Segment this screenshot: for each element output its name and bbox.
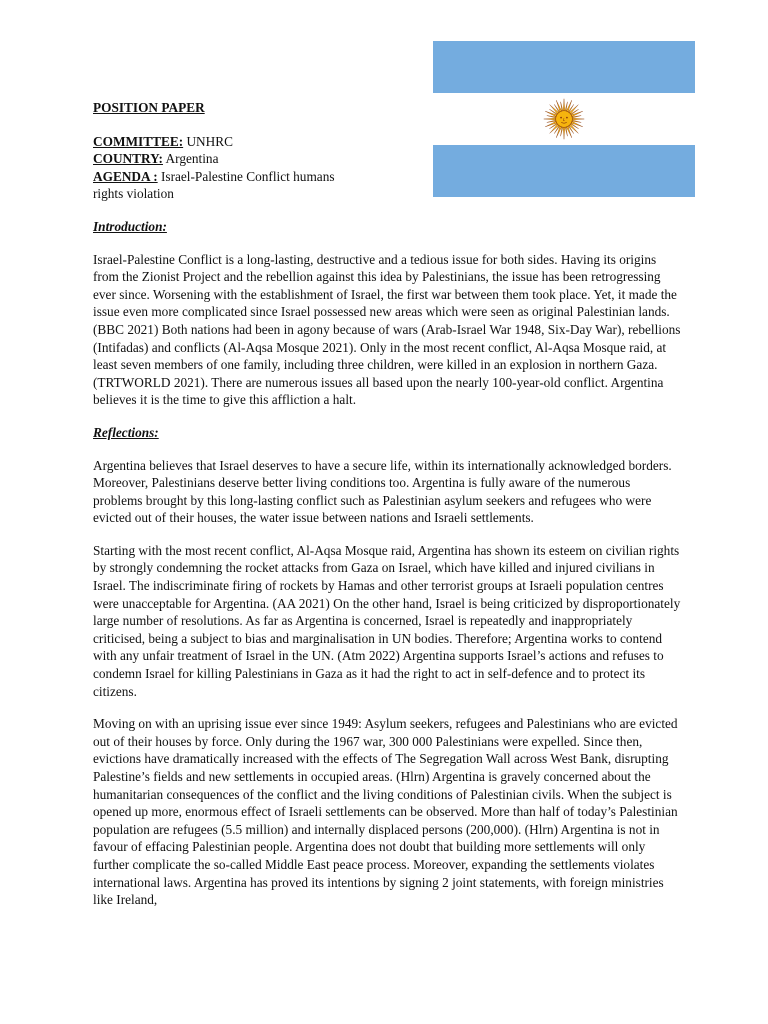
document-metadata <box>93 133 683 203</box>
country-value: Argentina <box>162 151 219 167</box>
agenda-label: AGENDA : <box>93 168 158 184</box>
introduction-paragraph: Israel-Palestine Conflict is a long-lasting, destructive and a tedious issue for both sides. Having its origins from the Zionist Project and the rebellion against this idea by Palestinians, the issue has been retrogressing ever since. Worsening with the establishment of Israel, the first war between them took place. Yet, it made the issue even more complicated since Israel possessed new areas which were seen as original Palestinian lands. (BBC 2021) Both nations had been in agony because of wars (Arab-Israel War 1948, Six-Day War), rebellions (Intifadas) and conflicts (Al-Aqsa Mosque 2021). Only in the most recent conflict, Al-Aqsa Mosque raid, at least seven members of one family, including three children, were killed in an explosion in northern Gaza. (TRTWORLD 2021). There are numerous issues all based upon the nearly 100-year-old conflict. Argentina believes it is the time to give this affliction a halt. <box>93 251 681 408</box>
committee-line <box>93 133 368 151</box>
flag-top-stripe <box>433 41 695 93</box>
country-line <box>93 150 368 168</box>
country-label: COUNTRY: <box>93 151 163 167</box>
document-title: POSITION PAPER <box>93 100 205 115</box>
committee-label: COMMITTEE: <box>93 133 184 149</box>
agenda-value: Israel-Palestine Conflict humans rights violation <box>93 168 335 202</box>
introduction-heading: Introduction: <box>93 218 167 234</box>
agenda-line <box>93 168 368 203</box>
reflections-paragraph: Starting with the most recent conflict, Al-Aqsa Mosque raid, Argentina has shown its esteem on civilian rights by strongly condemning the rocket attacks from Gaza on Israel, which have killed and injured civilians in Israel. The indiscriminate firing of rockets by Hamas and other terrorist groups at Israeli population centres were unacceptable for Argentina. (AA 2021) On the other hand, Israel is being criticized by disproportionately large number of resolutions. As far as Argentina is concerned, Israel is repeatedly and inappropriately criticised, being a subject to bias and marginalisation in UN bodies. Therefore; Argentina works to contend with any unfair treatment of Israel in the UN. (Atm 2022) Argentina supports Israel’s actions and refuses to condemn Israel for killing Palestinians in Gaza as it had the right to act in self-defence and to protect its citizens. <box>93 542 681 699</box>
position-paper <box>93 99 683 924</box>
reflections-heading: Reflections: <box>93 424 159 440</box>
committee-value: UNHRC <box>183 133 233 149</box>
reflections-paragraph: Argentina believes that Israel deserves to have a secure life, within its internationally acknowledged borders. Moreover, Palestinians deserve better living conditions too. Argentina is fully aware of the numerous problems brought by this long-lasting conflict such as Palestinian asylum seekers and refugees who were evicted out of their houses, the water issue between nations and Israeli settlements. <box>93 457 672 526</box>
reflections-paragraph: Moving on with an uprising issue ever since 1949: Asylum seekers, refugees and Palestinians who are evicted out of their houses by force. Only during the 1967 war, 300 000 Palestinians were expelled. Since then, evictions have dramatically increased with the effects of The Segregation Wall across West Bank, disrupting Palestine’s fields and new settlements in occupied areas. (Hlrn) Argentina is gravely concerned about the humanitarian consequences of the conflict and the living conditions of Palestinian civils. When the subject is opened up more, enormous effect of Israeli settlements can be observed. More than half of today’s Palestinian population are refugees (5.5 million) and internally displaced persons (200,000). (Hlrn) Argentina is not in favour of effacing Palestinian people. Argentina does not doubt that building more settlements will only further complicate the so-called Middle East peace process. Moreover, expanding the settlements violates international laws. Argentina has proved its intentions by signing 2 joint statements, with foreign ministries like Ireland, <box>93 716 678 908</box>
